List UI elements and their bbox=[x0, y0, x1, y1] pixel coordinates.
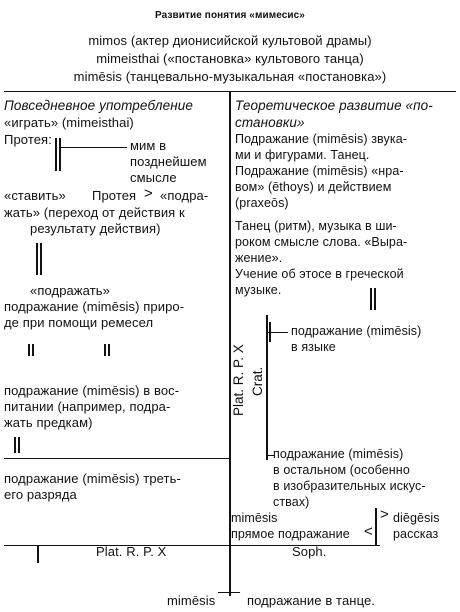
right-p2-3: (praxeōs) bbox=[235, 196, 289, 210]
double-line-4a bbox=[14, 437, 16, 453]
right-p3-3: жение». bbox=[235, 251, 283, 265]
less-than-sign: < bbox=[364, 523, 373, 540]
mimesis-branch: mimēsis bbox=[231, 511, 278, 525]
right-p4-1: Учение об этосе в греческой bbox=[235, 267, 404, 281]
greater-than-sign: > bbox=[144, 185, 153, 202]
right-p1-2: ми и фигурами. Танец. bbox=[235, 148, 370, 162]
late-mime-1: мим в bbox=[130, 138, 167, 153]
education-line-3: жать предкам) bbox=[4, 415, 93, 430]
rest-line-3: в изобразительных искус- bbox=[273, 479, 426, 493]
plat-rpx-bottom: Plat. R. P. X bbox=[96, 544, 167, 559]
final-connector bbox=[218, 592, 240, 593]
crat-rotated: Crat. bbox=[250, 366, 265, 396]
bottom-tick-left bbox=[37, 545, 39, 563]
stavit-podra: «подра- bbox=[160, 188, 209, 203]
stavit-line-3: результату действия) bbox=[30, 221, 161, 236]
top-line-mimos: mimos (актер дионисийской культовой драмы) bbox=[88, 33, 372, 48]
double-line-5b bbox=[374, 288, 376, 310]
diegesis-label: diēgēsis bbox=[393, 511, 440, 525]
right-p3-1: Танец (ритм), музыка в ши- bbox=[235, 219, 397, 233]
lang-line-1: подражание (mimēsis) bbox=[291, 324, 422, 338]
double-line-4b bbox=[18, 437, 20, 453]
diagram-title: Развитие понятия «мимесис» bbox=[155, 10, 305, 21]
double-line-2b bbox=[32, 344, 34, 356]
right-p2-2: вом» (ēthoys) и действием bbox=[235, 180, 392, 194]
protei-connector bbox=[59, 147, 127, 148]
double-line-5a bbox=[370, 288, 372, 310]
education-line-1: подражание (mimēsis) в вос- bbox=[4, 383, 180, 398]
protei-label: Протея: bbox=[4, 132, 52, 147]
stavit-protei: Протея bbox=[92, 188, 137, 203]
double-line-1b bbox=[40, 243, 42, 275]
double-line-3b bbox=[108, 344, 110, 356]
double-line-3a bbox=[104, 344, 106, 356]
rest-line-4: ствах) bbox=[273, 495, 310, 509]
right-p3-2: роком смысле слова. «Выра- bbox=[235, 235, 408, 249]
right-p4-2: музыке. bbox=[235, 283, 282, 297]
late-mime-2: позднейшем bbox=[130, 154, 207, 169]
right-heading: Теоретическое развитие «по- bbox=[235, 98, 433, 113]
third-line-2: его разряда bbox=[4, 487, 77, 502]
third-line-1: подражание (mimēsis) треть- bbox=[4, 471, 181, 486]
protei-bracket-left bbox=[55, 138, 57, 171]
left-heading: Повседневное употребление bbox=[4, 98, 193, 113]
story-label: рассказ bbox=[393, 527, 439, 541]
craft-line-2: де при помощи ремесел bbox=[4, 315, 154, 330]
lang-tick bbox=[269, 322, 271, 342]
right-p1-1: Подражание (mimēsis) звука- bbox=[235, 132, 408, 146]
stavit-line-2: жать» (переход от действия к bbox=[4, 205, 185, 220]
education-line-2: питании (например, подра- bbox=[4, 399, 171, 414]
crat-bracket-line bbox=[266, 315, 268, 460]
soph-label: Soph. bbox=[292, 544, 327, 559]
lang-line-2: в языке bbox=[291, 340, 336, 354]
final-dance: подражание в танце. bbox=[247, 593, 376, 608]
direct-imitation: прямое подражание bbox=[231, 527, 350, 541]
top-line-mimesis: mimēsis (танцевально-музыкальная «постановка») bbox=[73, 69, 387, 84]
late-mime-3: смысле bbox=[130, 170, 177, 185]
craft-line-1: подражание (mimēsis) приро- bbox=[4, 299, 185, 314]
right-heading-2: становки» bbox=[235, 115, 305, 130]
top-line-mimeisthai: mimeisthai («постановка» культового танца) bbox=[96, 51, 364, 66]
rest-line-1: подражание (mimēsis) bbox=[273, 447, 404, 461]
branch-bracket bbox=[375, 508, 377, 546]
podrazhat-label: «подражать» bbox=[30, 283, 110, 298]
right-p2-1: Подражание (mimēsis) «нра- bbox=[235, 164, 404, 178]
protei-bracket-right bbox=[59, 138, 61, 171]
left-lower-rule bbox=[4, 458, 230, 459]
plat-rpx-rotated: Plat. R. P. X bbox=[231, 344, 246, 416]
stavit-word: «ставить» bbox=[4, 188, 66, 203]
double-line-1a bbox=[36, 243, 38, 275]
rest-line-2: в остальном (особенно bbox=[273, 463, 410, 477]
double-line-2a bbox=[28, 344, 30, 356]
final-mimesis: mimēsis bbox=[167, 593, 216, 608]
left-heading-play: «играть» (mimeisthai) bbox=[4, 115, 134, 130]
greater-than-sign-2: > bbox=[380, 506, 389, 523]
